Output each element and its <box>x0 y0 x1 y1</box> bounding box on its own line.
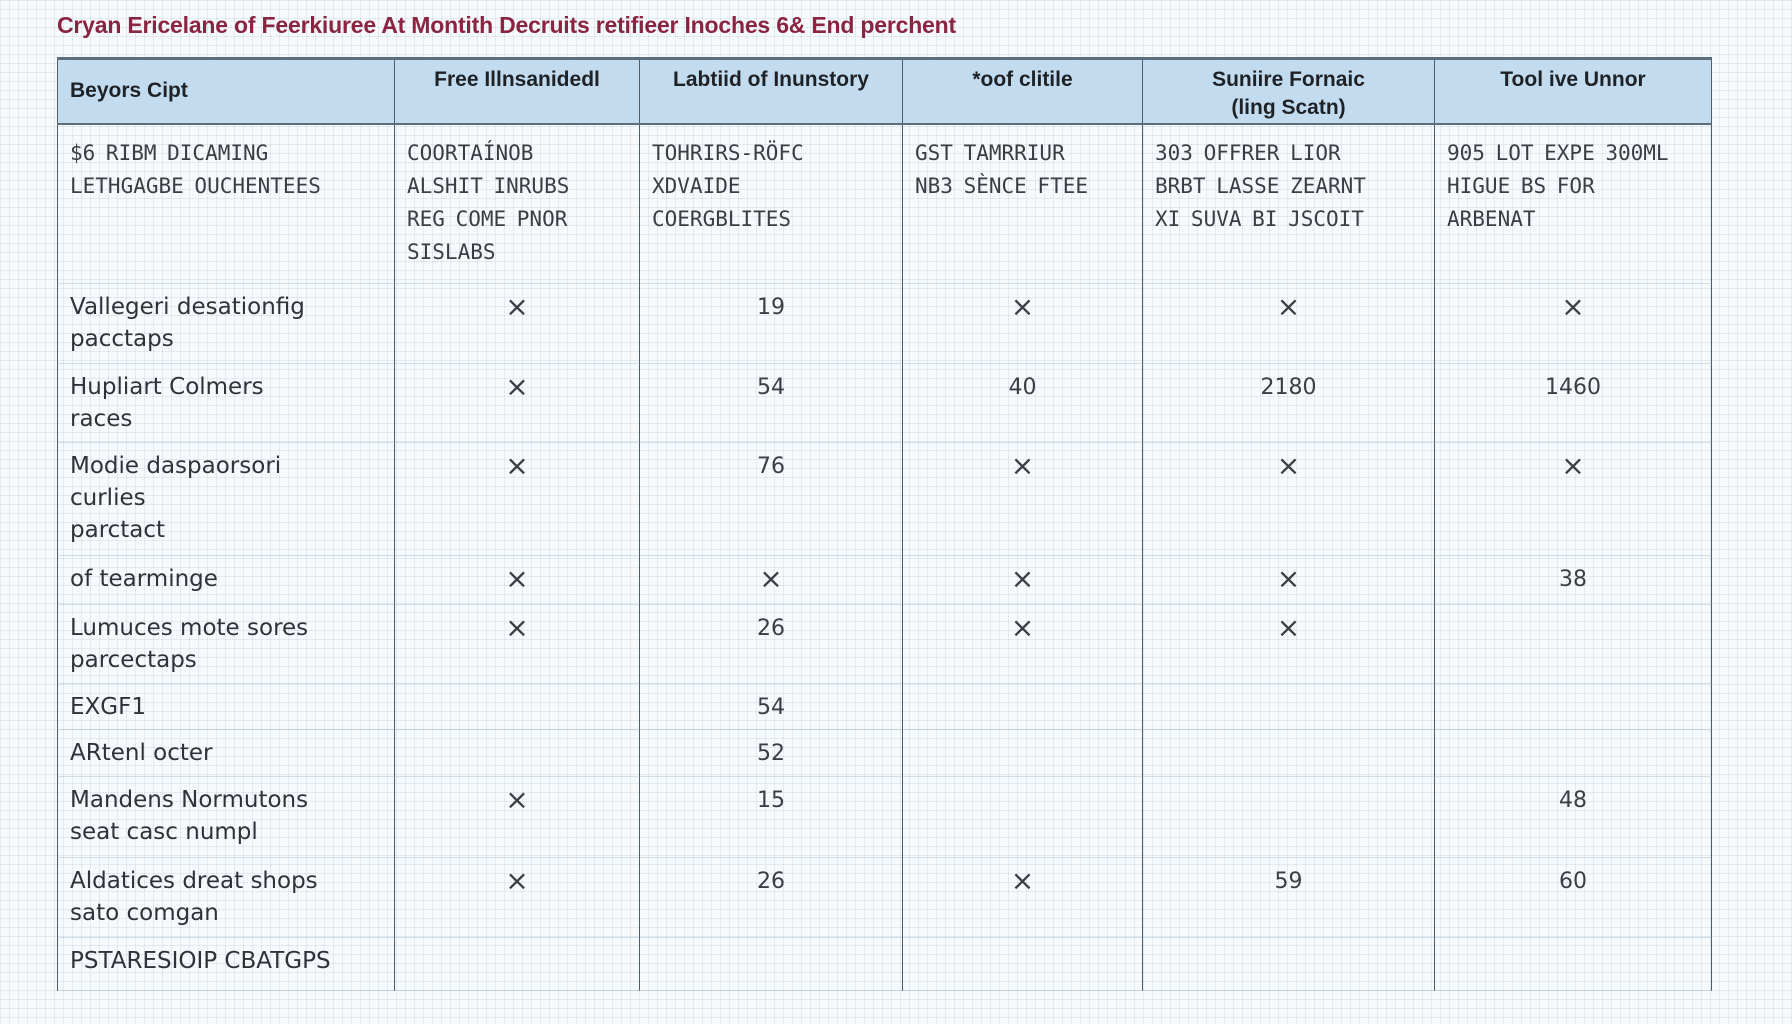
table-cell <box>1143 364 1435 443</box>
cell-value: 40 <box>1008 375 1037 401</box>
column-header-1 <box>395 59 640 124</box>
cell-value: 52 <box>757 741 785 767</box>
cross-mark-icon: × <box>505 289 529 323</box>
cross-mark-icon: × <box>1276 289 1301 323</box>
description-cell <box>640 124 903 284</box>
table-cell <box>1435 283 1712 364</box>
table-cell <box>640 776 903 857</box>
row-label-text: pacctaps <box>70 325 174 352</box>
cross-mark-icon: × <box>505 610 529 644</box>
cross-mark-icon: × <box>505 782 529 816</box>
table-cell <box>1435 556 1712 605</box>
header-row <box>58 59 1712 124</box>
table-cell <box>395 556 640 605</box>
column-header-text: *oof clitile <box>972 68 1073 91</box>
cell-value: 54 <box>757 694 785 720</box>
description-text: BRBT LASSE ZEARNT <box>1155 173 1366 198</box>
row-label-text: Hupliart Colmers <box>70 374 264 401</box>
cell-value: 38 <box>1559 567 1587 593</box>
cross-mark-icon: × <box>1561 449 1585 483</box>
table-cell <box>640 556 903 605</box>
table-cell <box>903 556 1143 605</box>
table-cell <box>903 443 1143 556</box>
row-label <box>58 776 395 857</box>
row-label-text: PSTARESIOIP CBATGPS <box>70 948 331 975</box>
cross-mark-icon: × <box>1276 562 1301 596</box>
row-label <box>58 730 395 776</box>
row-label-text: Aldatices dreat shops <box>70 867 318 894</box>
description-text: REG COME PNOR <box>407 206 568 231</box>
cell-value: 15 <box>757 787 785 813</box>
cross-mark-icon: × <box>1276 610 1301 644</box>
table-cell <box>1143 443 1435 556</box>
cross-mark-icon: × <box>1010 449 1035 483</box>
row-label <box>58 857 395 938</box>
table-body <box>58 124 1712 991</box>
row-label-text: of tearminge <box>70 566 218 593</box>
cross-mark-icon: × <box>1010 562 1035 596</box>
table-cell <box>1435 857 1712 938</box>
table-cell <box>903 364 1143 443</box>
table-cell <box>903 857 1143 938</box>
table-row <box>58 604 1712 683</box>
document-title: Cryan Ericelane of Feerkiuree At Montith Decruits retifieer Inoches 6& End perchent <box>57 12 956 38</box>
description-text: GST TAMRRIUR <box>915 140 1065 165</box>
column-header-text: Labtiid of Inunstory <box>673 68 869 91</box>
table-row <box>58 857 1712 938</box>
table-cell <box>640 283 903 364</box>
cell-value: 48 <box>1559 787 1587 813</box>
table-row <box>58 364 1712 443</box>
cross-mark-icon: × <box>1276 449 1301 483</box>
column-header-4 <box>1143 59 1435 124</box>
table-cell <box>395 730 640 776</box>
table-cell <box>1143 857 1435 938</box>
table-row <box>58 938 1712 991</box>
table-row <box>58 683 1712 729</box>
table-cell <box>1143 604 1435 683</box>
description-text: LETHGAGBE OUCHENTEES <box>70 173 321 198</box>
description-text: HIGUE BS FOR <box>1447 173 1595 198</box>
column-header-text: Free Illnsanidedl <box>434 68 600 91</box>
comparison-table <box>57 57 1712 991</box>
table-cell <box>1435 938 1712 991</box>
table-cell <box>395 938 640 991</box>
table-cell <box>903 283 1143 364</box>
row-label-text: Modie daspaorsori <box>70 453 282 480</box>
table-cell <box>1435 364 1712 443</box>
table-cell <box>1435 776 1712 857</box>
table-row <box>58 556 1712 605</box>
column-header-2 <box>640 59 903 124</box>
table-row <box>58 730 1712 776</box>
table-cell <box>1143 776 1435 857</box>
table-cell <box>903 683 1143 729</box>
row-label <box>58 364 395 443</box>
description-text: NB3 SÈNCE FTEE <box>915 173 1089 198</box>
cross-mark-icon: × <box>505 370 529 404</box>
table-cell <box>1435 730 1712 776</box>
table-cell <box>903 938 1143 991</box>
row-label <box>58 556 395 605</box>
row-label-text: sato comgan <box>70 899 219 926</box>
column-header-text: Tool ive Unnor <box>1500 68 1646 91</box>
row-label <box>58 683 395 729</box>
row-label-text: Mandens Normutons <box>70 786 309 813</box>
table-cell <box>1435 443 1712 556</box>
row-label-text: parctact <box>70 517 166 544</box>
table-cell <box>640 604 903 683</box>
description-cell <box>1435 124 1712 284</box>
table-cell <box>395 857 640 938</box>
table-row <box>58 776 1712 857</box>
description-text: ARBENAT <box>1447 206 1536 231</box>
description-text: 905 LOT EXPE 300ML <box>1447 140 1669 165</box>
table-header <box>58 59 1712 124</box>
table-cell <box>640 364 903 443</box>
table-cell <box>1143 730 1435 776</box>
table-cell <box>1143 938 1435 991</box>
column-header-0 <box>58 59 395 124</box>
column-header-text: Beyors Cipt <box>70 79 188 103</box>
description-cell <box>395 124 640 284</box>
row-label-text: EXGF1 <box>70 693 146 720</box>
description-text: XDVAIDE <box>652 173 741 198</box>
column-header-text: Suniire Fornaic <box>1212 68 1365 91</box>
description-text: $6 RIBM DICAMING <box>70 140 269 165</box>
row-label-text: curlies <box>70 485 146 512</box>
table-cell <box>903 776 1143 857</box>
row-label-text: seat casc numpl <box>70 818 258 845</box>
description-cell <box>903 124 1143 284</box>
description-text: 303 OFFRER LIOR <box>1155 140 1341 165</box>
table-cell <box>395 683 640 729</box>
cross-mark-icon: × <box>1010 863 1035 897</box>
cell-value: 1460 <box>1545 375 1601 401</box>
cell-value: 19 <box>757 294 785 320</box>
table-cell <box>1143 556 1435 605</box>
column-header-subtext: (ling Scatn) <box>1231 96 1346 119</box>
cell-value: 26 <box>757 615 785 641</box>
cross-mark-icon: × <box>1561 289 1585 323</box>
row-label <box>58 443 395 556</box>
comparison-table-container <box>57 57 1711 991</box>
cross-mark-icon: × <box>1010 289 1035 323</box>
table-cell <box>640 857 903 938</box>
row-label-text: ARtenl octer <box>70 740 213 767</box>
table-cell <box>395 776 640 857</box>
cell-value: 26 <box>757 868 785 894</box>
table-cell <box>640 443 903 556</box>
table-cell <box>395 364 640 443</box>
table-cell <box>1435 683 1712 729</box>
description-text: SISLABS <box>407 239 496 264</box>
column-header-3 <box>903 59 1143 124</box>
description-cell <box>58 124 395 284</box>
cross-mark-icon: × <box>505 863 529 897</box>
table-cell <box>640 683 903 729</box>
cell-value: 76 <box>757 454 785 480</box>
cross-mark-icon: × <box>759 562 783 596</box>
row-label-text: Vallegeri desationfig <box>70 293 305 320</box>
table-cell <box>395 443 640 556</box>
table-cell <box>395 604 640 683</box>
row-label-text: parcectaps <box>70 646 197 673</box>
table-cell <box>1143 283 1435 364</box>
cross-mark-icon: × <box>505 449 529 483</box>
description-text: TOHRIRS-RÖFC <box>652 140 804 165</box>
table-cell <box>640 730 903 776</box>
row-label <box>58 283 395 364</box>
column-header-5 <box>1435 59 1712 124</box>
table-cell <box>1435 604 1712 683</box>
description-cell <box>1143 124 1435 284</box>
table-cell <box>1143 683 1435 729</box>
table-cell <box>903 730 1143 776</box>
cell-value: 59 <box>1274 868 1303 894</box>
table-cell <box>395 283 640 364</box>
cross-mark-icon: × <box>1010 610 1035 644</box>
cross-mark-icon: × <box>505 562 529 596</box>
row-label <box>58 604 395 683</box>
row-label-text: races <box>70 406 133 433</box>
table-cell <box>640 938 903 991</box>
table-row <box>58 443 1712 556</box>
table-cell <box>903 604 1143 683</box>
description-text: ALSHIT INRUBS <box>407 173 570 198</box>
description-text: COERGBLITES <box>652 206 792 231</box>
description-row <box>58 124 1712 284</box>
cell-value: 60 <box>1559 868 1587 894</box>
description-text: XI SUVA BI JSCOIT <box>1155 206 1364 231</box>
table-row <box>58 283 1712 364</box>
cell-value: 54 <box>757 375 785 401</box>
description-text: COORTAÍNOB <box>407 140 534 165</box>
row-label-text: Lumuces mote sores <box>70 614 309 641</box>
cell-value: 2180 <box>1260 375 1317 401</box>
row-label <box>58 938 395 991</box>
